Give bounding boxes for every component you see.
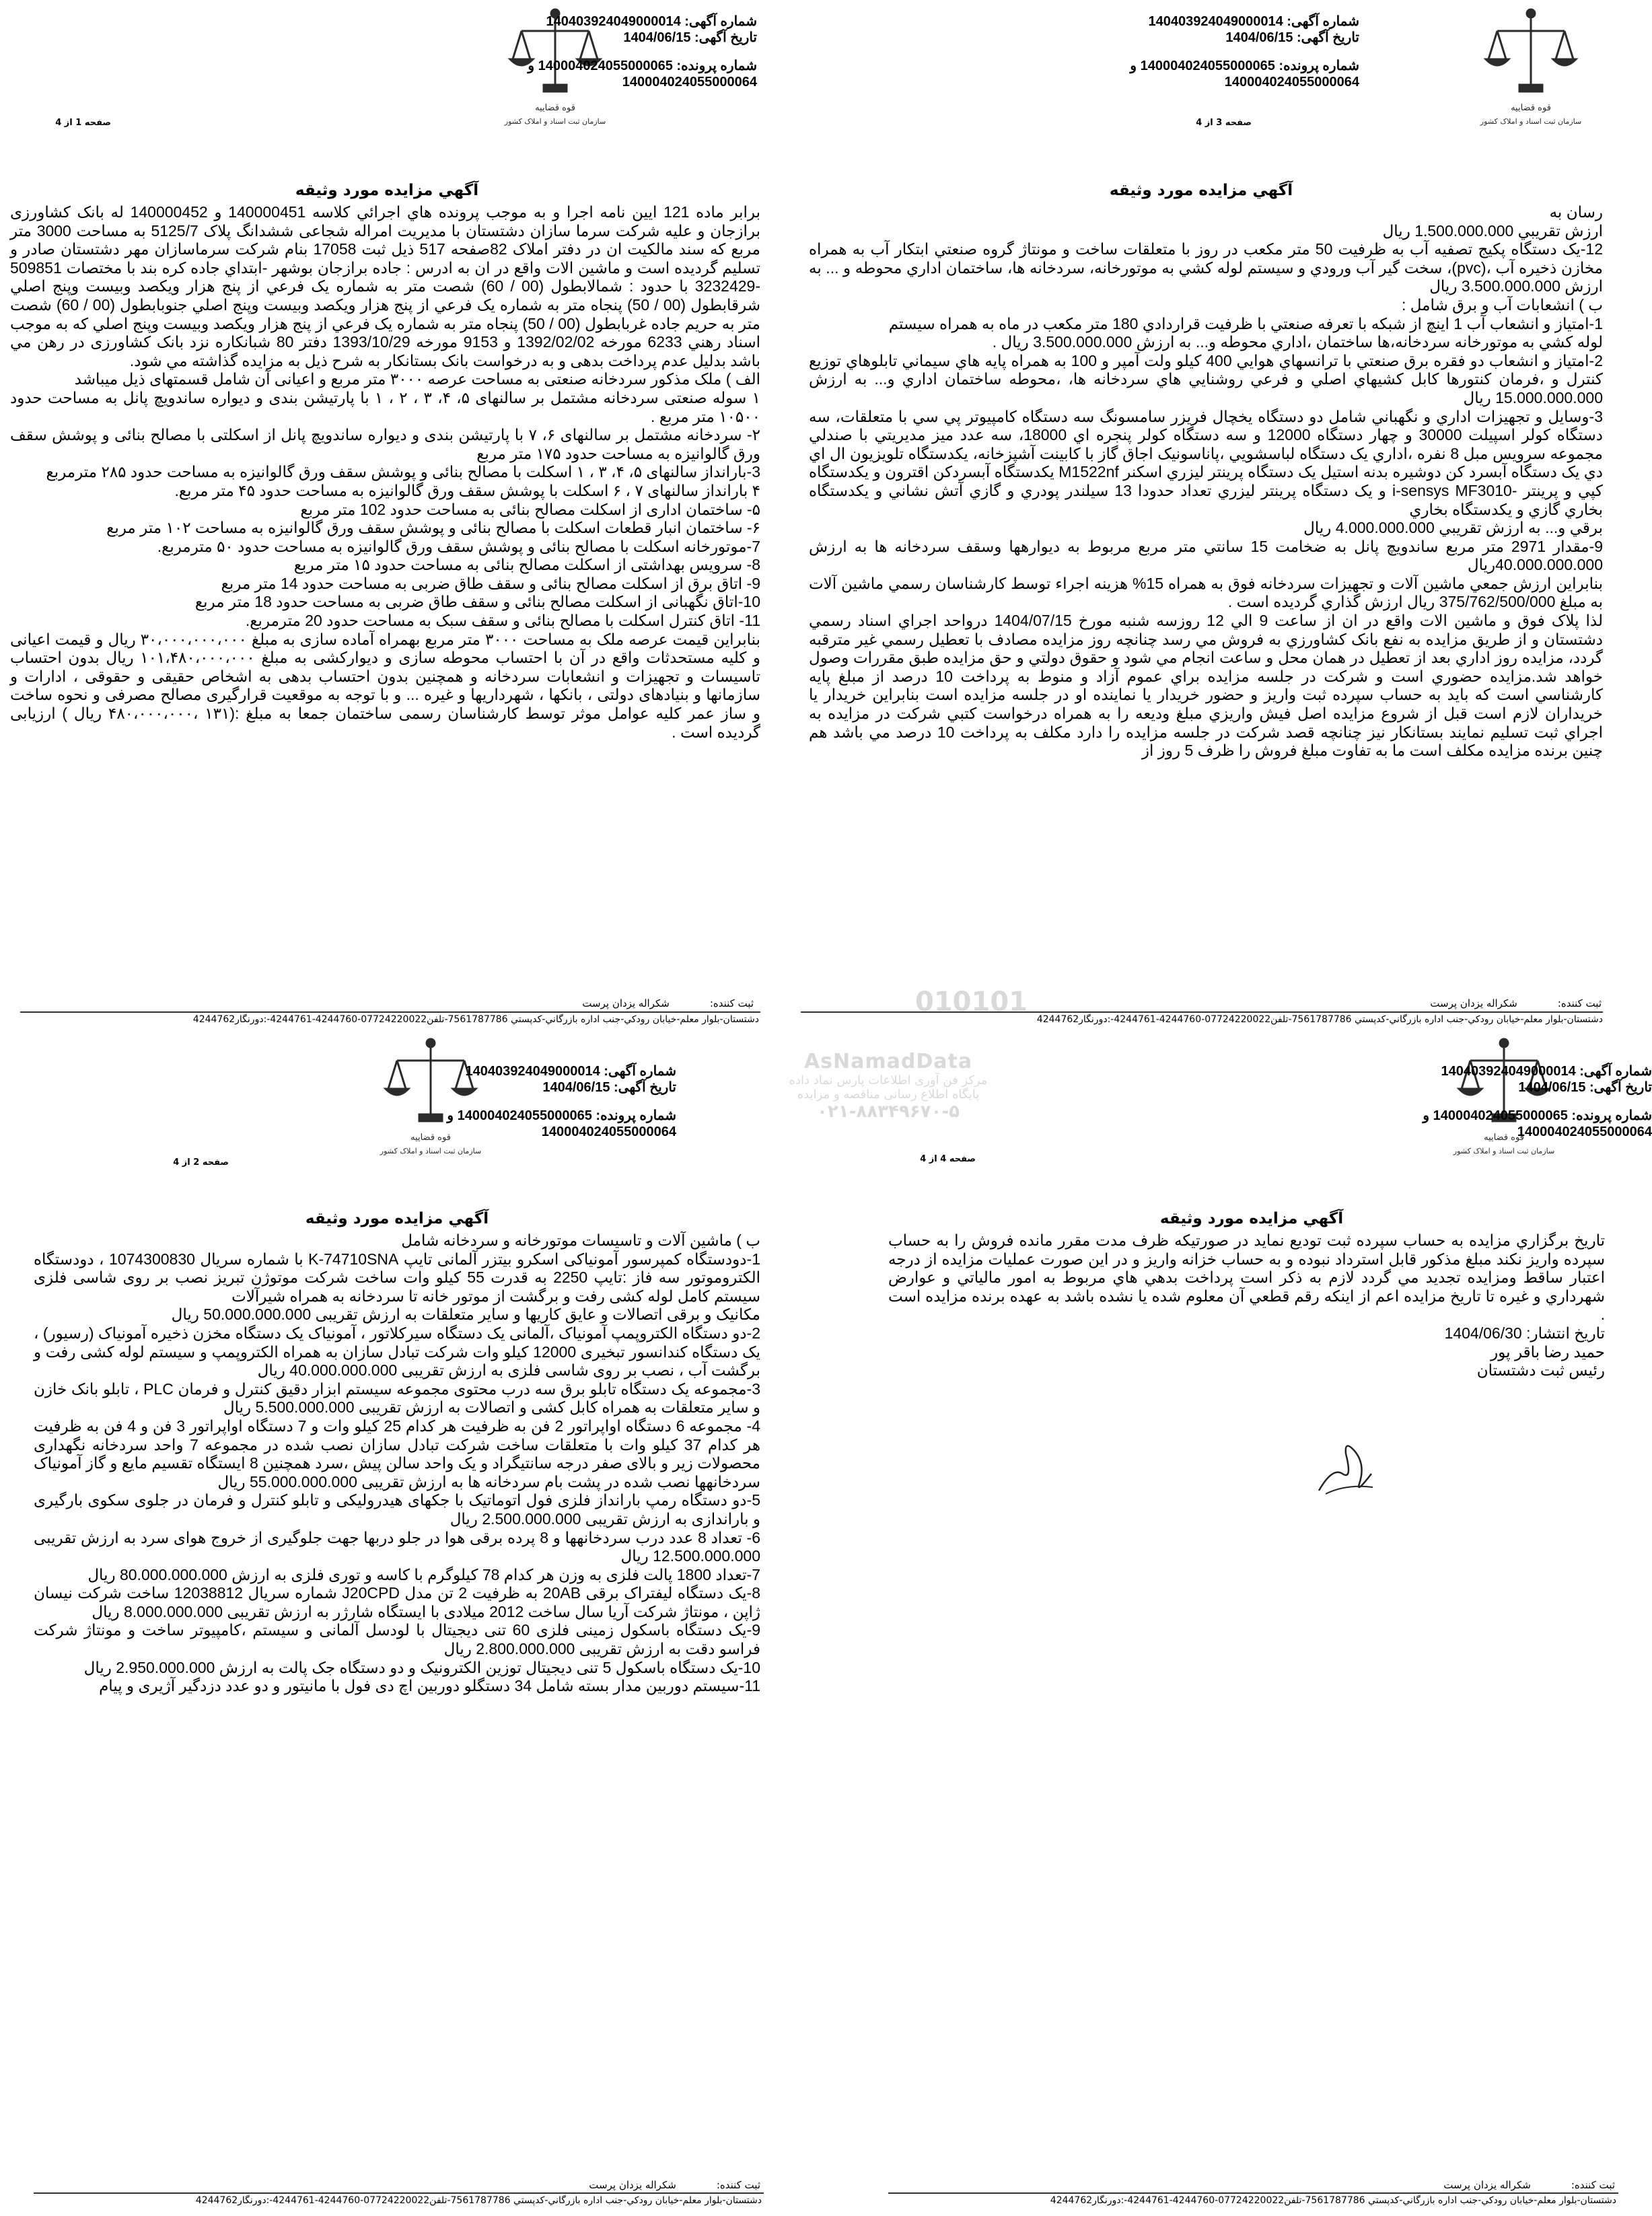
page-title: آگهي مزايده مورد وثيقه [1109,182,1293,199]
footer-divider [20,1011,760,1013]
signature-icon [1305,1427,1386,1501]
announcement-paragraph: ۴ بارانداز سالنهای ۷ ، ۶ اسکلت با پوشش سقف ورق گالوانیزه به مساحت حدود ۴۵ متر مربع. [174,481,760,499]
svg-text:سازمان ثبت اسناد و املاک کشور: سازمان ثبت اسناد و املاک کشور [380,1147,482,1155]
announcement-paragraph: 12-يک دستگاه پکيج تصفيه آب به ظرفيت 50 متر مکعب در روز با متعلقات ساخت و مونتاژ گروه صنعتي ابتکار آب به همراه مخازن ذخيره آب ،(pvc)، سخت گير آب ورودي و سيستم لوله کشي به موتورخانه، سردخانه ها، ساختمان اداري محوطه و ... به ارزش 3.500.000.000 ريال [809,240,1604,295]
svg-text:سازمان ثبت اسناد و املاک کشور: سازمان ثبت اسناد و املاک کشور [1480,117,1582,126]
announcement-paragraph: 2-امتياز و انشعاب دو فقره برق صنعتي با ترانسهاي هوايي 400 کيلو ولت آمپر و 100 به همراه پايه هاي سيماني تابلوهاي توزيع کنترل و ،فرمان کنتورها کابل کشيهاي اصلي و فرعي روشنايي هاي سردخانه ها، ،محوطه ساختمان اداري و... به ارزش 15.000.000.000 ريال [809,351,1604,406]
announcement-paragraph: 10-یک دستگاه باسکول 5 تنی دیجیتال توزین الکترونیک و دو دستگاه جک پالت به ارزش 2.950.000.000 ریال [83,1658,760,1676]
announcement-body [20,1231,774,1696]
announcement-paragraph: 11-سیستم دوربین مدار بسته شامل 34 دستگلو دوربین اچ دی فول با مانیتور و دو عدد دزدگیر آژیری و پیام [99,1677,760,1695]
announcement-paragraph: لوله کشي به موتورخانه سردخانه،ها ساختمان ،اداري محوطه و... به ارزش 3.500.000.000 ريال . [992,333,1603,351]
announcement-paragraph: 5-دو دستگاه رمپ بارانداز فلزی فول اتوماتیک با جکهای هیدرولیکی و تابلو کنترل و فرمان در جلوی سکوی بارگیری و باراندازی به ارزش تقریبی 2.500.000.000 ریال [34,1491,760,1528]
svg-text:سازمان ثبت اسناد و املاک کشور: سازمان ثبت اسناد و املاک کشور [504,117,606,126]
watermark-bits: 010101 [915,987,1028,1017]
watermark [747,915,1030,1198]
ad-metadata: شماره آگهی: 140403924049000014 تاریخ آگهی: 1404/06/15 شماره پرونده: 140004024055000065 و 140004024055000064 [447,1064,676,1139]
page-number: صفحه 1 از 4 [55,118,111,128]
announcement-paragraph: 9-یک دستگاه باسکول زمینی فلزی 60 تنی دیجیتال با لودسل آلمانی و سیستم ،کامپیوتر ساخت و مونتاژ شرکت فراسو دقت به ارزش تقریبی 2.800.000.000 ریال [34,1621,760,1658]
watermark-phone: ۰۲۱-۸۸۳۴۹۶۷۰-۵ [816,1102,960,1122]
announcement-paragraph: 1-دودستگاه کمپرسور آمونیاکی اسکرو بیتزر آلمانی تایپ K-74710SNA با شماره سریال 1074300830 ، دودستگاه الکتروموتور سه فاز :تایپ 2250 به قدرت 55 کیلو وات ساخت شرکت موتوژن تبریز نصب بر روی شاسی فلزی سیستم کامل لوله کشی رفت و برگشت از موتور خانه تا سردخانه به همراه شیرآلات [34,1250,760,1305]
announcement-paragraph: 6- تعداد 8 عدد درب سردخانهها و 8 پرده برقی هوا در جلو دربها جهت جلوگیری از خروج هوای سرد به ارزش تقریبی 12.500.000.000 ریال [34,1528,760,1565]
announcement-paragraph: الف ) ملک مذکور سردخانه صنعتی به مساحت عرصه ۳۰۰۰ متر مربع و اعیانی آن شامل قسمتهای ذیل میباشد [74,370,760,388]
footer-address: دشتستان-بلوار معلم-خیابان رودکي-جنب اداره بازرگاني-کدپستي 7561787786-تلفن07724220022-4244760-4244761-:دورنگار4244762 [192,1014,759,1025]
ad-metadata: شماره آگهی: 140403924049000014 تاریخ آگهی: 1404/06/15 شماره پرونده: 140004024055000065 و 140004024055000064 [1423,1064,1652,1139]
announcement-paragraph: 7-تعداد 1800 پالت فلزی به وزن هر کدام 78 کیلوگرم با کاسه و توری فلزی به ارزش 80.000.000.000 ریال [87,1565,760,1583]
announcement-paragraph: رسان به [1549,203,1603,221]
registrant: ثبت کننده:شکراله یزدان پرست [589,2179,760,2191]
signer-title: رئيس ثبت دشتستان [1476,1361,1605,1380]
registrant: ثبت کننده:شکراله یزدان پرست [1443,2179,1615,2191]
page-1-of-4 [7,0,767,1030]
footer-address: دشتستان-بلوار معلم-خیابان رودکي-جنب اداره بازرگاني-کدپستي 7561787786-تلفن07724220022-4244760-4244761-:دورنگار4244762 [195,2195,762,2206]
announcement-paragraph: ۱ سوله صنعتی سردخانه مشتمل بر سالنهای ۵، ۴، ۳ ، ۲ ، ۱ با پارتیشن بندی و دیواره ساندویچ پانل به مساحت حدود ۱۰۵۰۰ متر مربع . [10,388,760,425]
announcement-paragraph: ۵- ساختمان اداری از اسکلت مصالح بنائی به مساحت حدود 102 متر مربع [300,500,760,518]
announcement-body [7,203,767,742]
announcement-paragraph: 3-بارانداز سالنهای ۵، ۴، ۳ ، ۱ اسکلت با مصالح بنائی و پوشش سقف ورق گالوانیزه به مساحت حدود ۲۸۵ مترمربع [46,463,760,481]
announcement-paragraph: ب ) انشعابات آب و برق شامل : [1401,295,1603,314]
footer-address: دشتستان-بلوار معلم-خیابان رودکي-جنب اداره بازرگاني-کدپستي 7561787786-تلفن07724220022-4244760-4244761-:دورنگار4244762 [1050,2195,1616,2206]
publish-date: تاريخ انتشار: 1404/06/30 [1444,1324,1605,1342]
announcement-paragraph: تاريخ برگزاري مزايده به حساب سپرده ثبت توديع نمايد در صورتيکه ظرف مدت مقرر مانده فروش را به حساب سپرده واريز نکند مبلغ مذکور قابل استرداد نبوده و به حساب خزانه واريز و در اين صورت عمليات مزايده از درجه اعتبار ساقط ومزايده تجديد مي گردد لازم به ذکر است پرداخت بدهي هاي مربوط به امور مالياتي و عوارض شهرداري و غيره تا تاريخ مزايده اعم از اينکه رقم قطعي آن معلوم شده يا نشده باشد به عهده برنده مزايده است . [888,1231,1605,1324]
announcement-paragraph: 1-امتياز و انشعاب آب 1 اينچ از شبکه با تعرفه صنعتي با ظرفيت قراردادي 180 متر مکعب در ماه به همراه سيستم [888,314,1603,332]
announcement-paragraph: 2-دو دستگاه الکتروپمپ آمونیاک ،آلمانی یک دستگاه سیرکلاتور ، آمونیاک یک دستگاه مخزن ذخیره آمونیاک (رسیور) ، یک دستگاه کندانسور تبخیری 12000 کیلو وات شرکت تبادل سازان به همراه الکتروپمپ و سیستم لوله کشی رفت و برگشت آب ، نصب بر روی شاسی فلزی به ارزش تقریبی 40.000.000.000 ریال [34,1324,760,1380]
page-header [20,1030,774,1178]
announcement-paragraph: 4- مجموعه 6 دستگاه اواپراتور 2 فن به ظرفیت هر کدام 25 کیلو وات و 7 دستگاه اواپراتور 3 فن و 4 فن به ظرفیت هر کدام 37 کیلو وات با متعلقات ساخت شرکت تبادل سازان نصب شده در مجموعه 7 واحد سردخانه نگهداری محصولات زیر و بالای صفر درجه سانتیگراد و یک واحد سالن پیش ،سرد همچنین 8 ایستگاه تقسیم مایع و گاز آمونیاک سردخانهها نصب شده در پشت بام سردخانه ها به ارزش تقریبی 55.000.000.000 ریال [34,1417,761,1491]
announcement-body [774,203,1628,760]
svg-text:سازمان ثبت اسناد و املاک کشور: سازمان ثبت اسناد و املاک کشور [1453,1147,1555,1155]
page-header [774,0,1628,148]
ad-metadata: شماره آگهی: 140403924049000014 تاریخ آگهی: 1404/06/15 شماره پرونده: 140004024055000065 و 140004024055000064 [1130,14,1359,90]
announcement-paragraph: 10-اتاق نگهبانی از اسکلت مصالح بنائی و سقف طاق ضربی به مساحت حدود 18 متر مربع [194,593,760,611]
registrant: ثبت کننده:شکراله یزدان پرست [1430,997,1602,1009]
page-number: صفحه 3 از 4 [1196,118,1252,128]
footer-address: دشتستان-بلوار معلم-خیابان رودکي-جنب اداره بازرگاني-کدپستي 7561787786-تلفن07724220022-4244760-4244761-:دورنگار4244762 [1036,1014,1603,1025]
announcement-paragraph: 11- اتاق کنترل اسکلت با مصالح بنائی و سقف سبک به مساحت حدود 20 مترمربع. [245,612,760,630]
ad-metadata: شماره آگهی: 140403924049000014 تاریخ آگهی: 1404/06/15 شماره پرونده: 140004024055000065 و 140004024055000064 [528,14,757,90]
page-3-of-4 [774,0,1628,1030]
page-4-of-4 [875,1030,1652,2216]
closing-block [875,1324,1628,1380]
page-title: آگهي مزايده مورد وثيقه [1159,1210,1344,1227]
judiciary-emblem-icon [1480,4,1581,132]
announcement-paragraph: 3-وسايل و تجهيزات اداري و نگهباني شامل دو دستگاه يخچال فريزر سامسونگ سه دستگاه کامپيوتر پي سي با متعلقات، سه دستگاه کولر اسپيلت 30000 و چهار دستگاه 12000 و سه دستگاه کولر پنجره اي 18000، سه عدد ميز مديريتي با صندلي مجموعه سرويس مبل 8 نفره ،اداري يک دستگاه لباسشويي ،پاناسونيک اجاق گاز با کابينت آشپزخانه، يکدستگاه تلويزيون ال اي دي يک دستگاه آبسرد کن دوشيره بدنه استيل يک دستگاه پرينتر ليزري اسکنر M1522nf يکدستگاه آبسردکن اقترون و يکدستگاه کپي و پرينتر -i-sensys MF3010 و يک دستگاه پرينتر ليزري تعداد حدودا 13 سيلندر پودري و گازي آتش نشاني و يکدستگاه بخاري گازي و يکدستگاه بخاري [809,407,1604,518]
footer-divider [888,2192,1618,2194]
signer-name: حميد رضا باقر پور [1491,1343,1605,1361]
announcement-paragraph: ۶- ساختمان انبار قطعات اسکلت با مصالح بنائی و پوشش سقف ورق گالوانیزه به مساحت ۱۰۲ متر مربع [106,519,760,537]
svg-text:قوه قضاییه: قوه قضاییه [535,103,575,113]
watermark-brand: AsNamadData [803,1050,973,1073]
announcement-paragraph: بنابراين ارزش جمعي ماشين آلات و تجهيزات سردخانه فوق به همراه 15% هزينه اجراء توسط کارشناسان رسمي ماشين آلات به مبلغ 375/762/500/000 ريال ارزش گذاري گرديده است . [809,574,1603,611]
svg-text:قوه قضاییه: قوه قضاییه [1484,1133,1524,1143]
watermark-subtitle-2: پایگاه اطلاع رسانی مناقصه و مزایده [797,1087,980,1102]
announcement-paragraph: ارزش تقريبي 1.500.000.000 ريال [1382,221,1603,240]
svg-text:قوه قضاییه: قوه قضاییه [410,1133,451,1143]
announcement-paragraph: 7-موتورخانه اسکلت با مصالح بنائی و پوشش سقف ورق گالوانیزه به مساحت حدود ۵۰ مترمربع. [157,537,760,555]
announcement-paragraph: برقي و... به ارزش تقريبي 4.000.000.000 ريال [1303,519,1603,537]
announcement-paragraph: لذا پلاک فوق و ماشين الات واقع در ان از ساعت 9 الي 12 روزسه شنبه مورخ 1404/07/15 درواحد اجراي اسناد رسمي دشتستان و از طريق مزايده به نفع بانک کشاورزي به فروش مي رسد چنانچه روز مزايده مصادف با تعطيل رسمي غير مترقبه گردد، مزايده روز اداري بعد از تعطيل در همان محل و ساعت انجام مي شود و حقوق دولتي و حق مزايده طبق مقررات وصول خواهد شد.مزايده حضوري است و شرکت در جلسه مزايده براي عموم آزاد و منوط به پرداخت 10 درصد از مبلغ پايه کارشناسي است که بايد به حساب سپرده ثبت واريز و حضور خريدار يا نماينده او در جلسه مزايده است بنابراين خريدار يا خريداران لازم است قبل از شروع مزايده اصل فيش واريزي مبلغ ودیعه را به همراه درخواست کتبي شرکت در مزايده به اجراي ثبت تسليم نمايند بستانکار نيز چنانچه قصد شرکت در جلسه مزايده را دارد مکلف به پرداخت 10 درصد مي باشد هم چنين برنده مزايده مکلف است ما به تفاوت مبلغ فروش را ظرف 5 روز از [809,612,1603,760]
page-number: صفحه 2 از 4 [173,1157,229,1168]
announcement-paragraph: 9-مقدار 2971 متر مربع ساندويچ پانل به ضخامت 15 سانتي متر مربع مربوط به ديوارهها وسقف سردخانه ها به ارزش 40.000.000.000ريال [809,537,1603,574]
svg-text:قوه قضاییه: قوه قضاییه [1511,103,1551,113]
page-number: صفحه 4 از 4 [920,1154,976,1164]
announcement-paragraph: مکانیک و برقی اتصالات و عایق کاریها و سایر متعلقات به ارزش تقریبی 50.000.000.000 ریال [171,1306,760,1324]
announcement-paragraph: ب ) ماشین آلات و تاسیسات موتورخانه و سردخانه شامل [401,1231,760,1249]
announcement-paragraph: 8- سرویس بهداشتی از اسکلت مصالح بنائی به مساحت حدود ۱۵ متر مربع [293,556,760,574]
footer-divider [34,2192,764,2194]
announcement-paragraph: بنابراین قیمت عرصه ملک به مساحت ۳۰۰۰ متر مربع بهمراه آماده سازی به مبلغ ۳۰،۰۰۰،۰۰۰،۰۰۰ ریال و قیمت اعیانی و کلیه مستحدثات واقع در آن با احتساب محوطه سازی و دیوارکشی به مبلغ ۱۰۱،۴۸۰،۰۰۰،۰۰۰ ریال بدون احتساب تاسیسات و تجهیزات و انشعابات سردخانه و همچنین بدون احتساب بدهی به اشخاص حقیقی و حقوقی ، ادارات و سازمانها و بنیادهای دولتی ، بانکها ، شهرداریها و غیره ... و با توجه به موقعیت قرارگیری مصالح مصرفی و نحوه ساخت و ساز عمر کلیه عوامل موثر توسط کارشناسان رسمی ساختمان جمعا به مبلغ :(۱۳۱ ،۴۸۰،۰۰۰،۰۰۰ ریال ) ارزیابی گردیده است . [10,630,761,741]
registrant: ثبت کننده:شکراله یزدان پرست [582,997,754,1009]
announcement-paragraph: 3-مجموعه یک دستگاه تابلو برق سه درب محتوی مجموعه سیستم ابزار دقیق کنترل و فرمان PLC ، تابلو بانک خازن و سایر متعلقات به همراه کابل کشی و اتصالات به ارزش تقریبی 5.500.000.000 ریال [34,1380,760,1417]
page-title: آگهي مزايده مورد وثيقه [305,1210,489,1227]
page-title: آگهي مزايده مورد وثيقه [295,182,479,199]
announcement-paragraph: برابر ماده 121 ايين نامه اجرا و به موجب پرونده هاي اجرائي كلاسه 140000451 و 140000452 له بانک کشاورزی برازجان و علیه شرکت سرما سازان دشتستان با مدیریت امراله شجاعی ششدانگ پلاک 5125/7 به مساحت 3000 متر مربع كه سند مالكيت ان در دفتر املاک 82صفحه 517 ذيل ثبت 17058 بنام شرکت سرماسازان مهر دشتستان صادر و تسليم گرديده است و ماشين الات واقع در ان به ادرس : جاده برازجان بوشهر -ابتداي جاده كره بند با مختصات 509851 -3232429 با حدود : شمالابطول (00 / 60) شصت متر به شماره يک فرعي از پنج هزار ويکصد وبيست وپنج اصلي شرقابطول (00 / 50) پنجاه متر به شماره يک فرعي از پنج هزار ويکصد وبيست وپنج اصلي جنوبابطول (00 / 60) شصت متر به حريم جاده غربابطول (00 / 50) پنجاه متر به شماره يک فرعي از پنج هزار ويکصد وبيست وپنج اصلي که به موجب اسناد رهني 6233 مورخه 1392/02/02 و 9153 مورخه 1393/10/29 دفتر 80 شبانكاره نزد بانک کشاورزی در رهن مي باشد بدليل عدم پرداخت بدهی و به درخواست بانک بستانكار به شرح ذيل به مزايده گذاشته مي شود. [10,203,761,369]
announcement-body [875,1231,1628,1324]
page-header [7,0,767,148]
watermark-subtitle: مرکز فن آوری اطلاعات پارس نماد داده [789,1073,988,1087]
announcement-paragraph: ۲- سردخانه مشتمل بر سالنهای ۶، ۷ با پارتیشن بندی و دیواره ساندویچ پانل از اسکلتی با مصالح بنائی و پوشش سقف ورق گالوانیزه به مساحت حدود ۱۷۵ متر مربع [10,426,760,462]
announcement-paragraph: 9- اتاق برق از اسکلت مصالح بنائی و سقف طاق ضربی به مساحت حدود 14 متر مربع [221,574,760,592]
announcement-paragraph: 8-یک دستگاه لیفتراک برقی 20AB به ظرفیت 2 تن مدل J20CPD شماره سریال 12038812 ساخت شرکت نیسان ژاپن ، مونتاژ شرکت آریا سال ساخت 2012 میلادی با ایستگاه شارژر به ارزش تقریبی 8.000.000.000 ریال [34,1584,760,1620]
page-2-of-4 [20,1030,774,2216]
